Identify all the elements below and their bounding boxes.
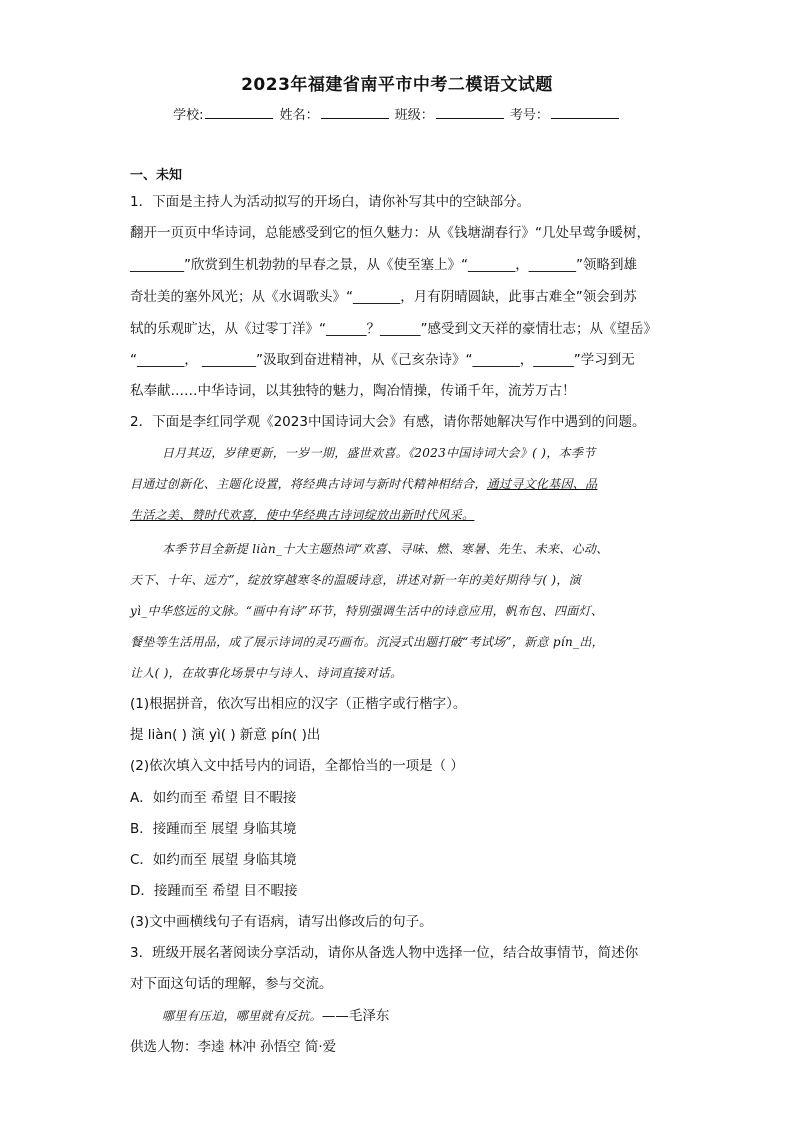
sub-question-1: (1)根据拼音，依次写出相应的汉字（正楷字或行楷字）。: [130, 696, 467, 712]
option-b: B．接踵而至 展望 身临其境: [130, 821, 297, 837]
passage-2-line-1: 本季节目全新提 liàn_十大主题热词“欢喜、寻味、燃、寒暑、先生、未来、心动、: [162, 542, 609, 556]
q1-line-2: ________”欣赏到生机勃勃的早春之景，从《使至塞上》“_______，_______”领略到雄: [130, 257, 637, 273]
q1-line-3: 奇壮美的塞外风光；从《水调歌头》“_______，月有阴晴圆缺，此事古难全”领会到苏: [130, 289, 637, 305]
name-blank: [321, 106, 389, 119]
sub-question-3: (3)文中画横线句子有语病，请写出修改后的句子。: [130, 914, 433, 930]
page-title: 2023年福建省南平市中考二模语文试题: [241, 75, 553, 95]
id-blank: [551, 106, 619, 119]
q1-line-4: 轼的乐观旷达，从《过零丁洋》“______？______”感受到文天祥的豪情壮志；从《望岳》: [130, 321, 657, 337]
school-blank: [205, 106, 273, 119]
quote-author: ——毛泽东: [321, 1008, 390, 1024]
q3-character-options: 供选人物：李逵 林冲 孙悟空 简·爱: [130, 1039, 337, 1055]
underlined-sentence-part-2: 生活之美、赞时代欢喜，使中华经典古诗词绽放出新时代风采。: [130, 508, 475, 522]
sub-question-1-blanks: 提 liàn( ) 演 yì( ) 新意 pín( )出: [130, 727, 321, 743]
option-d: D．接踵而至 希望 目不暇接: [130, 883, 298, 899]
q1-line-5: “_______， ________”汲取到奋进精神，从《己亥杂诗》“_______，______”学习到无: [130, 352, 635, 368]
underlined-sentence-part-1: 通过寻文化基因、品: [486, 477, 598, 491]
quote-text: 哪里有压迫，哪里就有反抗。: [162, 1009, 322, 1023]
class-label: 班级：: [394, 108, 434, 123]
q1-line-1: 翻开一页页中华诗词，总能感受到它的恒久魅力：从《钱塘湖春行》“几处早莺争暖树，: [130, 225, 650, 241]
passage-2-line-3: yì_中华悠远的文脉。“画中有诗”环节，特别强调生活中的诗意应用，帆布包、四面灯、: [130, 604, 604, 618]
mao-quote: [130, 1007, 702, 1025]
passage-2-line-4: 餐垫等生活用品，成了展示诗词的灵巧画布。沉浸式出题打破“考试场”，新意 pín_出，: [130, 635, 604, 649]
name-label: 姓名：: [279, 108, 319, 123]
student-info-row: [0, 104, 794, 123]
passage-2-line-2: 天下、十年、远方”，绽放穿越寒冬的温暖诗意，讲述对新一年的美好期待与( )，演: [130, 573, 582, 587]
passage-1-line-2-text: 目通过创新化、主题化设置，将经典古诗词与新时代精神相结合，: [130, 477, 487, 491]
q3-line-1: 3．班级开展名著阅读分享活动，请你从备选人物中选择一位，结合故事情节，简述你: [130, 945, 639, 961]
option-c: C．如约而至 展望 身临其境: [130, 852, 297, 868]
id-label: 考号：: [509, 108, 549, 123]
passage-1-line-2: [130, 475, 670, 493]
option-a: A．如约而至 希望 目不暇接: [130, 790, 297, 806]
school-label: 学校:: [173, 108, 204, 123]
section-heading: 一、未知: [130, 168, 183, 183]
class-blank: [436, 106, 504, 119]
q3-line-2: 对下面这句话的理解，参与交流。: [130, 976, 333, 992]
q2-stem: 2．下面是李红同学观《2023中国诗词大会》有感，请你帮她解决写作中遇到的问题。: [130, 414, 646, 430]
q1-stem: 1．下面是主持人为活动拟写的开场白，请你补写其中的空缺部分。: [130, 194, 531, 210]
passage-2-line-5: 让人( )，在故事化场景中与诗人、诗词直接对话。: [130, 666, 403, 680]
q1-line-6: 私奉献……中华诗词，以其独特的魅力，陶冶情操，传诵千年，流芳万古！: [130, 383, 576, 399]
sub-question-2: (2)依次填入文中括号内的词语，全都恰当的一项是（ ）: [130, 758, 464, 774]
passage-1-line-1: 日月其迈，岁律更新，一岁一期，盛世欢喜。《2023中国诗词大会》( )，本季节: [162, 446, 596, 460]
